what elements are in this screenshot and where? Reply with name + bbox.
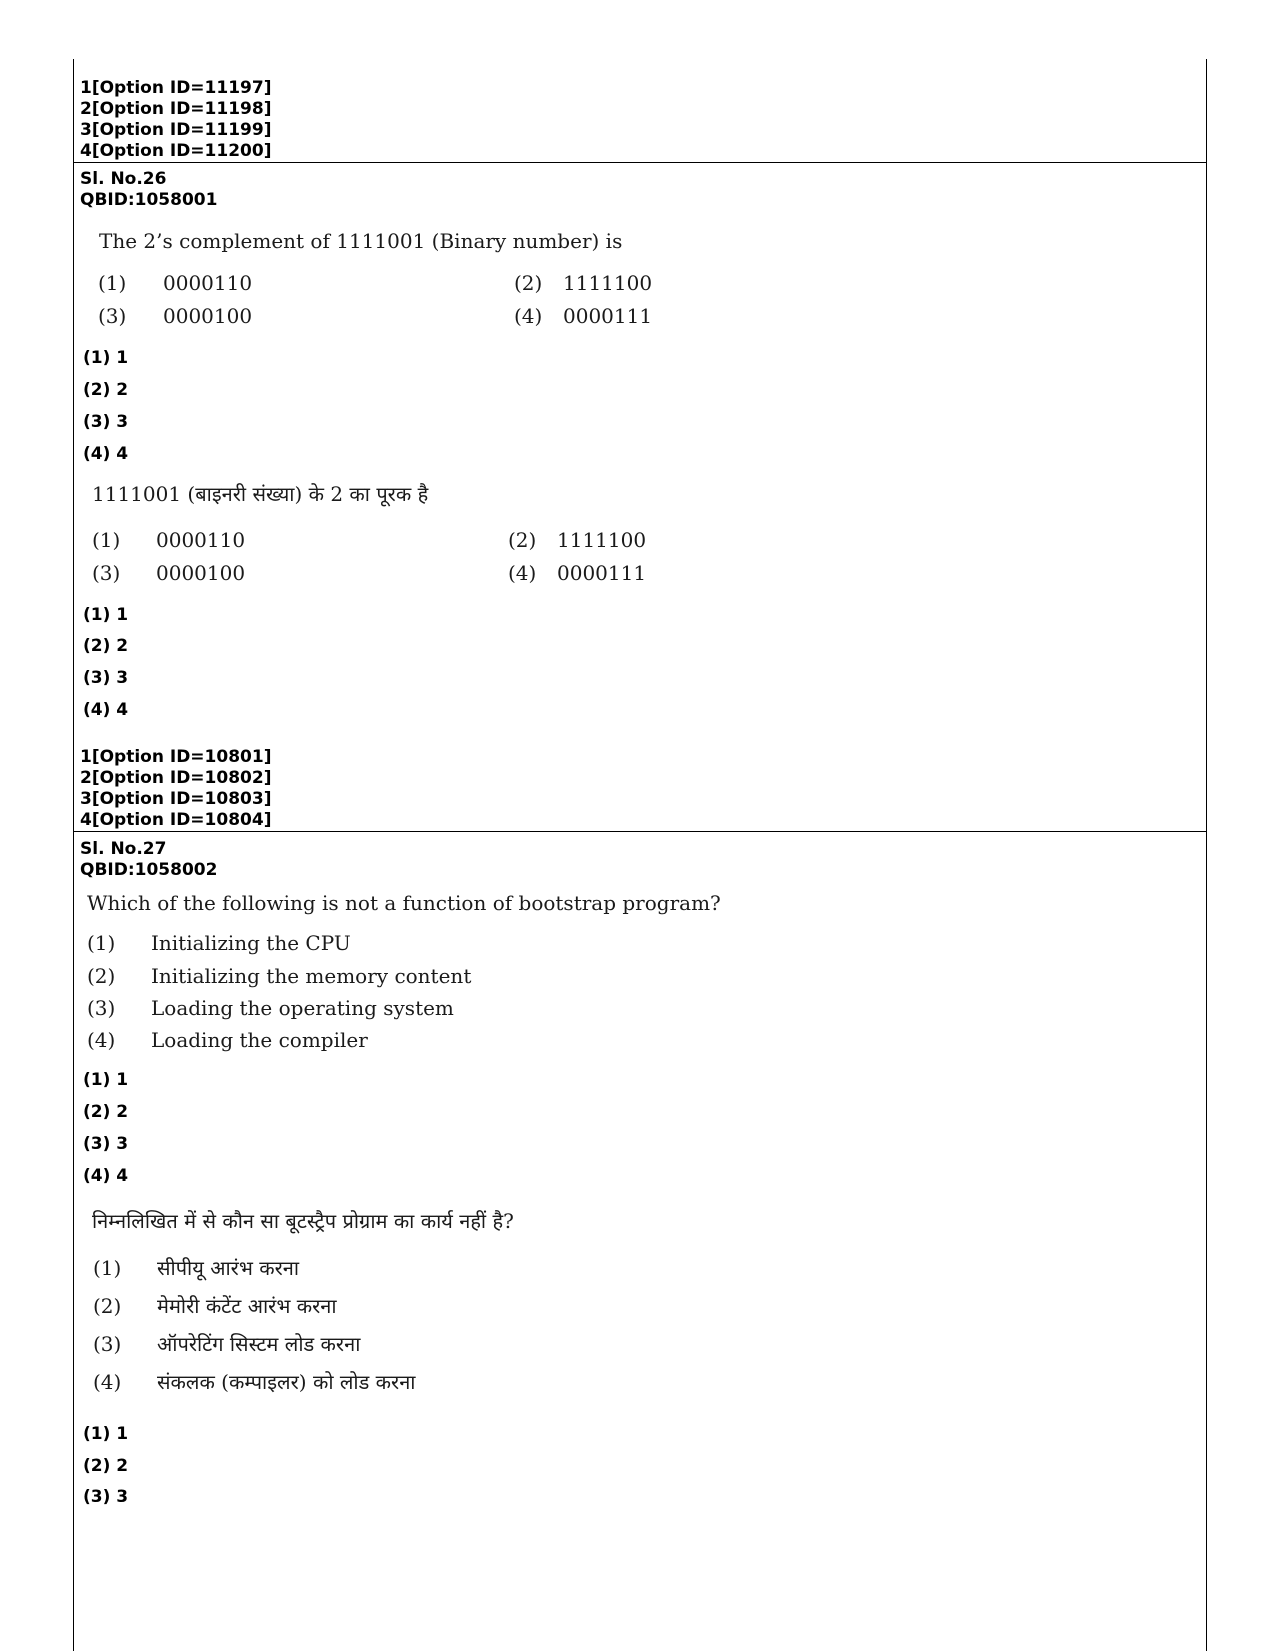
answer-option: (4) 4 [83, 1166, 129, 1186]
q27-choice-num: (2) [87, 964, 116, 988]
answer-option: (1) 1 [83, 348, 129, 368]
option-id: 4[Option ID=11200] [80, 141, 272, 161]
answer-option: (2) 2 [83, 1102, 129, 1122]
q26-header [80, 169, 217, 211]
row-divider [74, 162, 1206, 163]
q26-choice-num: (3) [92, 561, 121, 585]
q27-choice-text: Loading the operating system [151, 996, 454, 1020]
answer-option: (3) 3 [83, 1134, 129, 1154]
answer-option: (4) 4 [83, 700, 129, 720]
qbid: QBID:1058001 [80, 190, 218, 210]
q27-header [80, 839, 217, 881]
sl-no: Sl. No.26 [80, 169, 167, 189]
q26-question-en: The 2’s complement of 1111001 (Binary number) is [99, 229, 623, 253]
option-id: 4[Option ID=10804] [80, 810, 272, 830]
sl-no: Sl. No.27 [80, 839, 167, 859]
qbid: QBID:1058002 [80, 860, 218, 880]
q27-choice-text: Loading the compiler [151, 1028, 368, 1052]
q26-choice-num: (2) [508, 528, 537, 552]
q26-option-ids [80, 747, 271, 831]
q26-question-hi: 1111001 (बाइनरी संख्या) के 2 का पूरक है [92, 482, 429, 506]
question-table [73, 59, 1207, 1651]
q27-choice-text: सीपीयू आरंभ करना [157, 1256, 300, 1280]
q27-choice-num: (4) [87, 1028, 116, 1052]
answer-option: (2) 2 [83, 1456, 129, 1476]
answer-option: (3) 3 [83, 1487, 129, 1507]
q27-choice-text: Initializing the memory content [151, 964, 472, 988]
q26-choice-text: 0000100 [156, 561, 246, 585]
answer-option: (3) 3 [83, 412, 129, 432]
answer-option: (1) 1 [83, 1070, 129, 1090]
answer-option: (2) 2 [83, 636, 129, 656]
q27-choice-text: संकलक (कम्पाइलर) को लोड करना [157, 1370, 416, 1394]
option-id: 1[Option ID=10801] [80, 747, 272, 767]
q26-choice-num: (1) [98, 271, 127, 295]
q26-choice-num: (4) [508, 561, 537, 585]
option-id: 2[Option ID=10802] [80, 768, 272, 788]
option-id: 1[Option ID=11197] [80, 78, 272, 98]
q26-choice-text: 0000111 [557, 561, 647, 585]
answer-option: (1) 1 [83, 1424, 129, 1444]
q26-choice-num: (1) [92, 528, 121, 552]
q26-choice-num: (3) [98, 304, 127, 328]
answer-option: (1) 1 [83, 605, 129, 625]
q27-choice-num: (4) [93, 1370, 122, 1394]
option-id: 3[Option ID=11199] [80, 120, 272, 140]
q26-choice-text: 0000110 [156, 528, 246, 552]
q27-choice-num: (1) [93, 1256, 122, 1280]
q27-choice-text: मेमोरी कंटेंट आरंभ करना [157, 1294, 337, 1318]
answer-option: (3) 3 [83, 668, 129, 688]
q26-choice-num: (4) [514, 304, 543, 328]
q26-choice-text: 0000111 [563, 304, 653, 328]
q26-choice-text: 0000100 [163, 304, 253, 328]
q27-choice-text: Initializing the CPU [151, 931, 351, 955]
q27-choice-num: (3) [87, 996, 116, 1020]
row-divider [74, 831, 1206, 832]
q27-choice-num: (2) [93, 1294, 122, 1318]
answer-option: (4) 4 [83, 444, 129, 464]
q26-choice-text: 1111100 [557, 528, 647, 552]
q27-choice-num: (3) [93, 1332, 122, 1356]
q27-choice-num: (1) [87, 931, 116, 955]
q27-choice-text: ऑपरेटिंग सिस्टम लोड करना [157, 1332, 361, 1356]
answer-option: (2) 2 [83, 380, 129, 400]
q27-question-en: Which of the following is not a function of bootstrap program? [87, 891, 721, 915]
q27-question-hi: निम्नलिखित में से कौन सा बूटस्ट्रैप प्रोग्राम का कार्य नहीं है? [92, 1209, 514, 1233]
q26-choice-text: 0000110 [163, 271, 253, 295]
option-id: 2[Option ID=11198] [80, 99, 272, 119]
prev-option-ids [80, 78, 271, 162]
q26-choice-num: (2) [514, 271, 543, 295]
option-id: 3[Option ID=10803] [80, 789, 272, 809]
q26-choice-text: 1111100 [563, 271, 653, 295]
